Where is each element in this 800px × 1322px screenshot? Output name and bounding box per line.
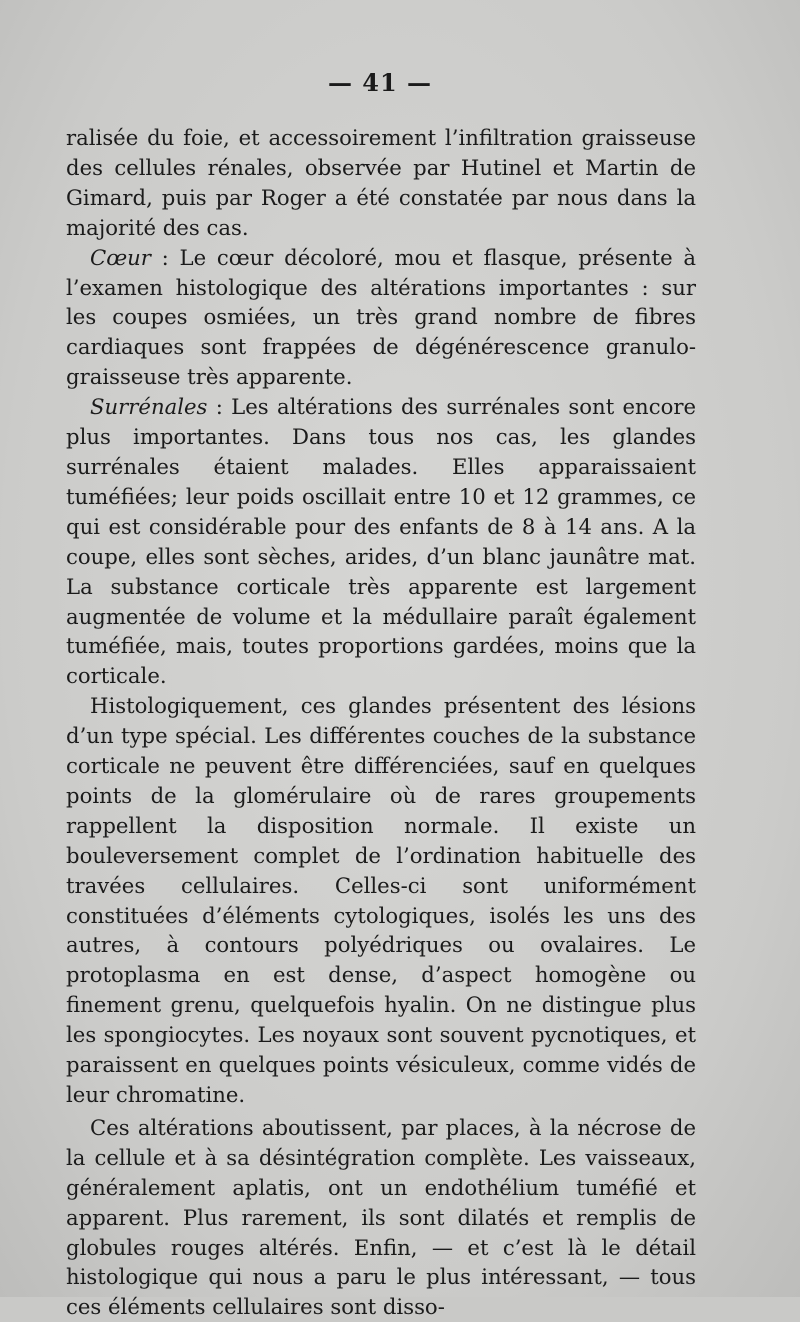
paragraph-alterations: Ces altérations aboutissent, par places, à la nécrose de la cellule et à sa désintégration complète. Les vaisseaux, généralement aplatis, ont un endothélium tuméfié et apparent. Plus rarement, ils sont dilatés et remplis de globules rouges altérés. Enfin, — et c’est là le détail histologique qui nous a paru le plus intéressant, — tous ces éléments cellulaires sont disso- [66, 1114, 696, 1320]
page-number: — 41 — [327, 68, 433, 97]
paragraph-continuation: ralisée du foie, et accessoirement l’infiltration graisseuse des cellules rénales, observée par Hutinel et Martin de Gimard, puis par Roger a été constatée par nous dans la majorité des cas. [66, 125, 696, 240]
run-in-heading-coeur: Cœur [90, 244, 151, 270]
body-text [66, 123, 696, 1322]
paragraph-coeur [66, 243, 696, 393]
paragraph-surrenales [66, 392, 696, 691]
paragraph-surrenales-text: : Les altérations des surrénales sont encore plus importantes. Dans tous nos cas, les glandes surrénales étaient malades. Elles apparaissaient tuméfiées; leur poids oscillait entre 10 et 12 grammes, ce qui est considérable pour des enfants de 8 à 14 ans. A la coupe, elles sont sèches, arides, d’un blanc jaunâtre mat. La substance corticale très apparente est largement augmentée de volume et la médullaire paraît également tuméfiée, mais, toutes proportions gardées, moins que la corticale. [66, 394, 696, 689]
run-in-heading-surrenales: Surrénales [90, 394, 208, 420]
paragraph-histologie: Histologiquement, ces glandes présentent des lésions d’un type spécial. Les différentes couches de la substance corticale ne peuvent être différenciées, sauf en quelques points de la glomérulaire où de rares groupements rappellent la disposition normale. Il existe un bouleversement complet de l’ordination habituelle des travées cellulaires. Celles-ci sont uniformément constituées d’éléments cytologiques, isolés les uns des autres, à contours polyédriques ou ovalaires. Le protoplasma en est dense, d’aspect homogène ou finement grenu, quelquefois hyalin. On ne distingue plus les spongiocytes. Les noyaux sont souvent pycnotiques, et paraissent en quelques points vésiculeux, comme vidés de leur chromatine. [66, 693, 696, 1107]
paragraph-coeur-text: : Le cœur décoloré, mou et flasque, présente à l’examen histologique des altérations importantes : sur les coupes osmiées, un très grand nombre de fibres cardiaques sont frappées de dégénérescence granulo-graisseuse très apparente. [66, 244, 696, 390]
